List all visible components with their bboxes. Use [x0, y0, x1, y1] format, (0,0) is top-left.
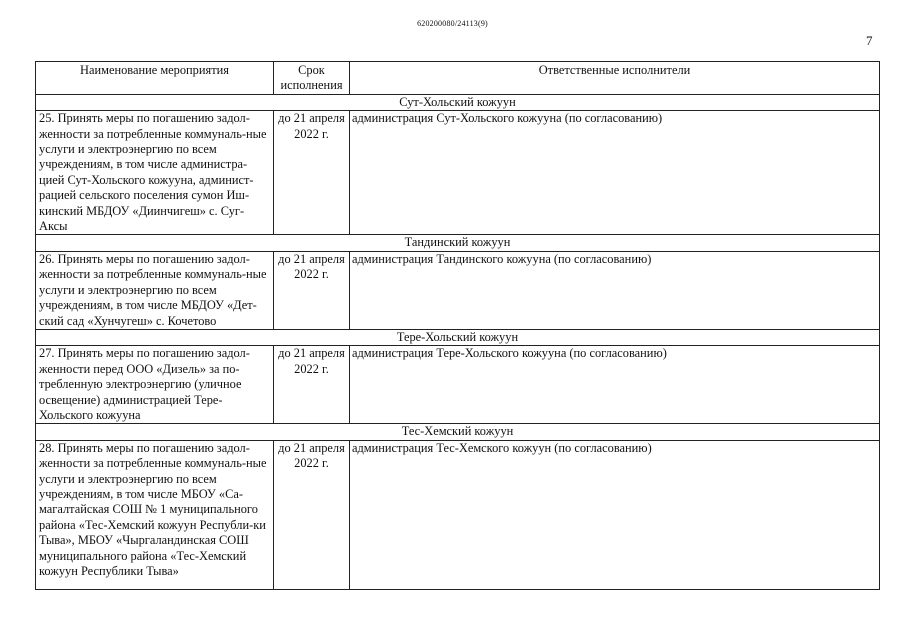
deadline-cell: до 21 апреля 2022 г. [274, 346, 350, 424]
responsible-cell: администрация Тес-Хемского кожуун (по согласованию) [350, 440, 880, 589]
section-row [36, 235, 880, 251]
responsible-cell: администрация Тере-Хольского кожууна (по согласованию) [350, 346, 880, 424]
responsible-cell: администрация Сут-Хольского кожууна (по согласованию) [350, 111, 880, 235]
section-row [36, 329, 880, 345]
task-cell: 26. Принять меры по погашению задол-женности за потребленные коммуналь-ные услуги и электроэнергию по всем учреждениям, в том числе МБДОУ «Дет-ский сад «Хунчугеш» с. Кочетово [36, 251, 274, 329]
table-row [36, 251, 880, 329]
column-header-activity: Наименование мероприятия [36, 62, 274, 95]
page-number: 7 [866, 33, 873, 48]
activities-table [35, 61, 880, 590]
section-row [36, 424, 880, 440]
deadline-cell: до 21 апреля 2022 г. [274, 251, 350, 329]
section-title: Тес-Хемский кожуун [36, 424, 880, 440]
deadline-cell: до 21 апреля 2022 г. [274, 440, 350, 589]
section-title: Тандинский кожуун [36, 235, 880, 251]
responsible-cell: администрация Тандинского кожууна (по согласованию) [350, 251, 880, 329]
section-row [36, 94, 880, 110]
column-header-deadline: Срок исполнения [274, 62, 350, 95]
task-cell: 25. Принять меры по погашению задол-женности за потребленные коммуналь-ные услуги и электроэнергию по всем учреждениям, в том числе администра-цией Сут-Хольского кожууна, админист-рацией сельского поселения сумон Иш-кинский МБДОУ «Диинчигеш» с. Суг-Аксы [36, 111, 274, 235]
table-row [36, 346, 880, 424]
column-header-responsible: Ответственные исполнители [350, 62, 880, 95]
section-title: Сут-Хольский кожуун [36, 94, 880, 110]
table-header-row [36, 62, 880, 95]
table-row [36, 440, 880, 589]
document-id: 620200080/24113(9) [417, 19, 488, 28]
deadline-cell: до 21 апреля 2022 г. [274, 111, 350, 235]
section-title: Тере-Хольский кожуун [36, 329, 880, 345]
task-cell: 27. Принять меры по погашению задол-женности перед ООО «Дизель» за по-требленную электроэнергию (уличное освещение) администрацией Тере-Хольского кожууна [36, 346, 274, 424]
task-cell: 28. Принять меры по погашению задол-женности за потребленные коммуналь-ные услуги и электроэнергию по всем учреждениям, в том числе МБОУ «Са-магалтайская СОШ № 1 муниципального района «Тес-Хемский кожуун Республи-ки Тыва», МБОУ «Чыргаландинская СОШ муниципального района «Тес-Хемский кожуун Республики Тыва» [36, 440, 274, 589]
table-row [36, 111, 880, 235]
